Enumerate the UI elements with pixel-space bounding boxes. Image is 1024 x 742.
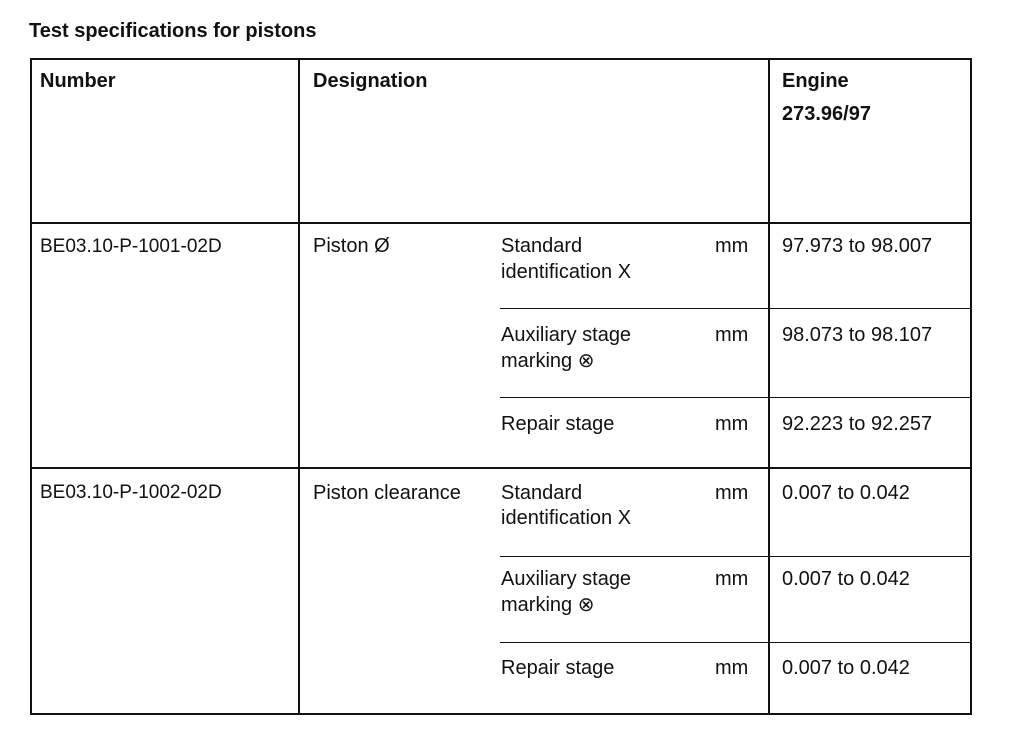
col-divider-engine [768,58,770,715]
stage-label: identification X [501,507,632,529]
group-number: BE03.10-P-1002-02D [40,482,222,503]
spec-table [30,58,972,715]
header-number: Number [40,70,116,92]
group-number: BE03.10-P-1001-02D [40,236,222,257]
unit: mm [715,235,749,257]
spec-value: 92.223 to 92.257 [782,413,933,435]
header-engine: Engine [782,70,849,92]
stage-label: Standard [501,235,583,257]
row-divider [500,397,972,398]
spec-value: 0.007 to 0.042 [782,657,910,679]
stage-label: Auxiliary stage [501,324,632,346]
stage-label: marking ⊗ [501,350,595,372]
group-divider [30,467,972,469]
stage-label: Standard [501,482,583,504]
header-divider [30,222,972,224]
spec-value: 97.973 to 98.007 [782,235,933,257]
page-title: Test specifications for pistons [29,20,317,42]
stage-label: marking ⊗ [501,594,595,616]
row-divider [500,556,972,557]
group-designation: Piston clearance [313,482,461,504]
unit: mm [715,482,749,504]
group-designation: Piston Ø [313,235,390,257]
spec-value: 98.073 to 98.107 [782,324,933,346]
spec-value: 0.007 to 0.042 [782,568,910,590]
stage-label: Repair stage [501,413,615,435]
unit: mm [715,413,749,435]
stage-label: identification X [501,261,632,283]
header-engine-model: 273.96/97 [782,103,871,125]
unit: mm [715,568,749,590]
unit: mm [715,657,749,679]
row-divider [500,308,972,309]
stage-label: Auxiliary stage [501,568,632,590]
spec-value: 0.007 to 0.042 [782,482,910,504]
row-divider [500,642,972,643]
unit: mm [715,324,749,346]
header-designation: Designation [313,70,428,92]
col-divider-number [298,58,300,715]
stage-label: Repair stage [501,657,615,679]
